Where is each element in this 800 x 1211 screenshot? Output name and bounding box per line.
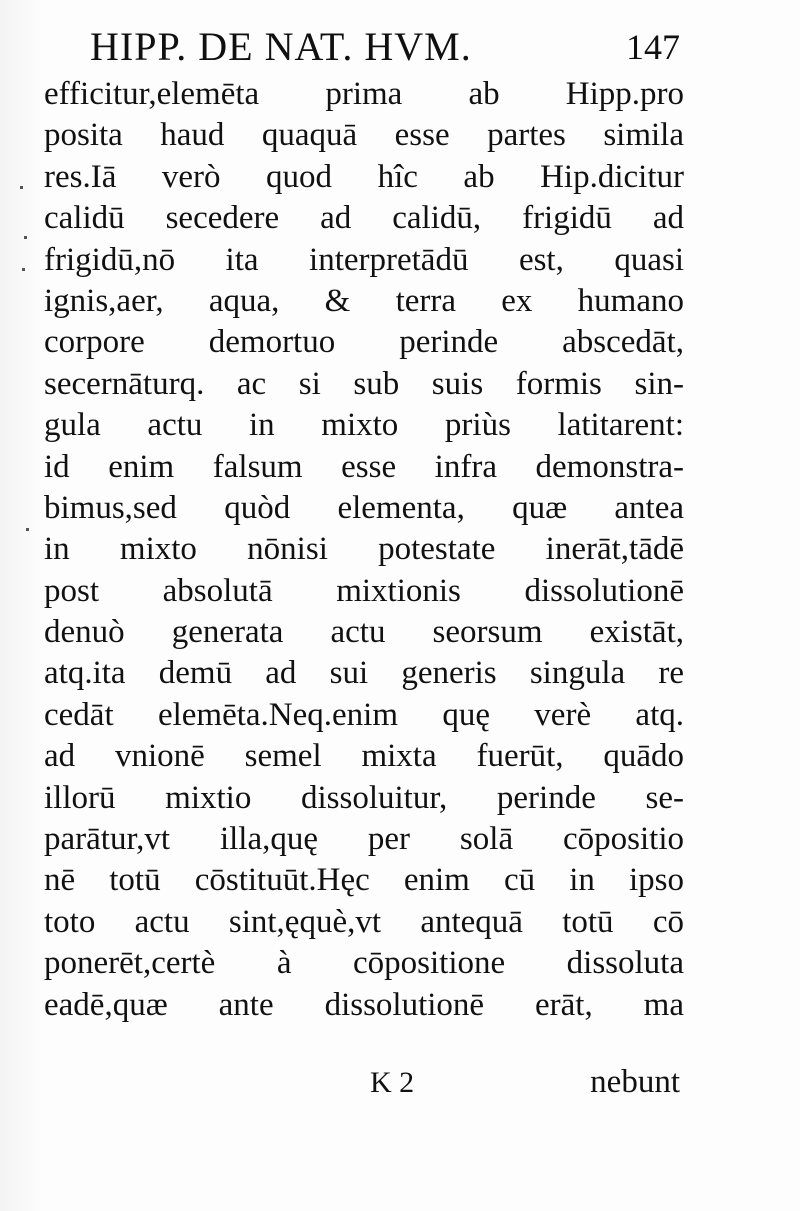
text-line: post absolutā mixtionis dissolutionē xyxy=(44,572,684,609)
text-line: denuò generata actu seorsum existāt, xyxy=(44,614,684,651)
text-line: bimus,sed quòd elementa, quæ antea xyxy=(44,489,684,526)
text-line: atq.ita demū ad sui generis singula re xyxy=(44,655,684,692)
text-line: efficitur,elemēta prima ab Hipp.pro xyxy=(44,76,684,112)
text-line: gula actu in mixto priùs latitarent: xyxy=(44,407,684,444)
page-header xyxy=(90,22,680,72)
text-line: corpore demortuo perinde abscedāt, xyxy=(44,324,684,361)
text-line: ad vnionē semel mixta fuerūt, quādo xyxy=(44,738,684,775)
text-line: toto actu sint,ęquè,vt antequā totū cō xyxy=(44,903,684,940)
text-line: illorū mixtio dissoluitur, perinde se- xyxy=(44,779,684,816)
text-line: ponerēt,certè à cōpositione dissoluta xyxy=(44,945,684,982)
text-line: id enim falsum esse infra demonstra- xyxy=(44,448,684,485)
text-line: eadē,quæ ante dissolutionē erāt, ma xyxy=(44,986,684,1023)
text-line: in mixto nōnisi potestate inerāt,tādē xyxy=(44,531,684,568)
running-head: HIPP. DE NAT. HVM. xyxy=(90,24,472,69)
text-line: secernāturq. ac si sub suis formis sin- xyxy=(44,365,684,402)
signature-mark: K 2 xyxy=(370,1066,415,1099)
text-line: nē totū cōstituūt.Hęc enim cū in ipso xyxy=(44,862,684,899)
text-line: cedāt elemēta.Neq.enim quę verè atq. xyxy=(44,696,684,733)
ink-speck xyxy=(22,268,25,271)
text-line: res.Iā verò quod hîc ab Hip.dicitur xyxy=(44,158,684,195)
page-footer xyxy=(370,1060,680,1105)
text-line: frigidū,nō ita interpretādū est, quasi xyxy=(44,241,684,278)
page-left-edge xyxy=(0,0,40,1211)
catchword: nebunt xyxy=(590,1064,680,1100)
text-line: ignis,aer, aqua, & terra ex humano xyxy=(44,282,684,319)
ink-speck xyxy=(26,528,29,531)
body-text xyxy=(44,74,684,1026)
text-line: parātur,vt illa,quę per solā cōpositio xyxy=(44,821,684,858)
page-number: 147 xyxy=(626,27,680,67)
ink-speck xyxy=(20,186,23,189)
text-line: posita haud quaquā esse partes simila xyxy=(44,117,684,154)
text-line: calidū secedere ad calidū, frigidū ad xyxy=(44,200,684,237)
ink-speck xyxy=(24,236,27,239)
